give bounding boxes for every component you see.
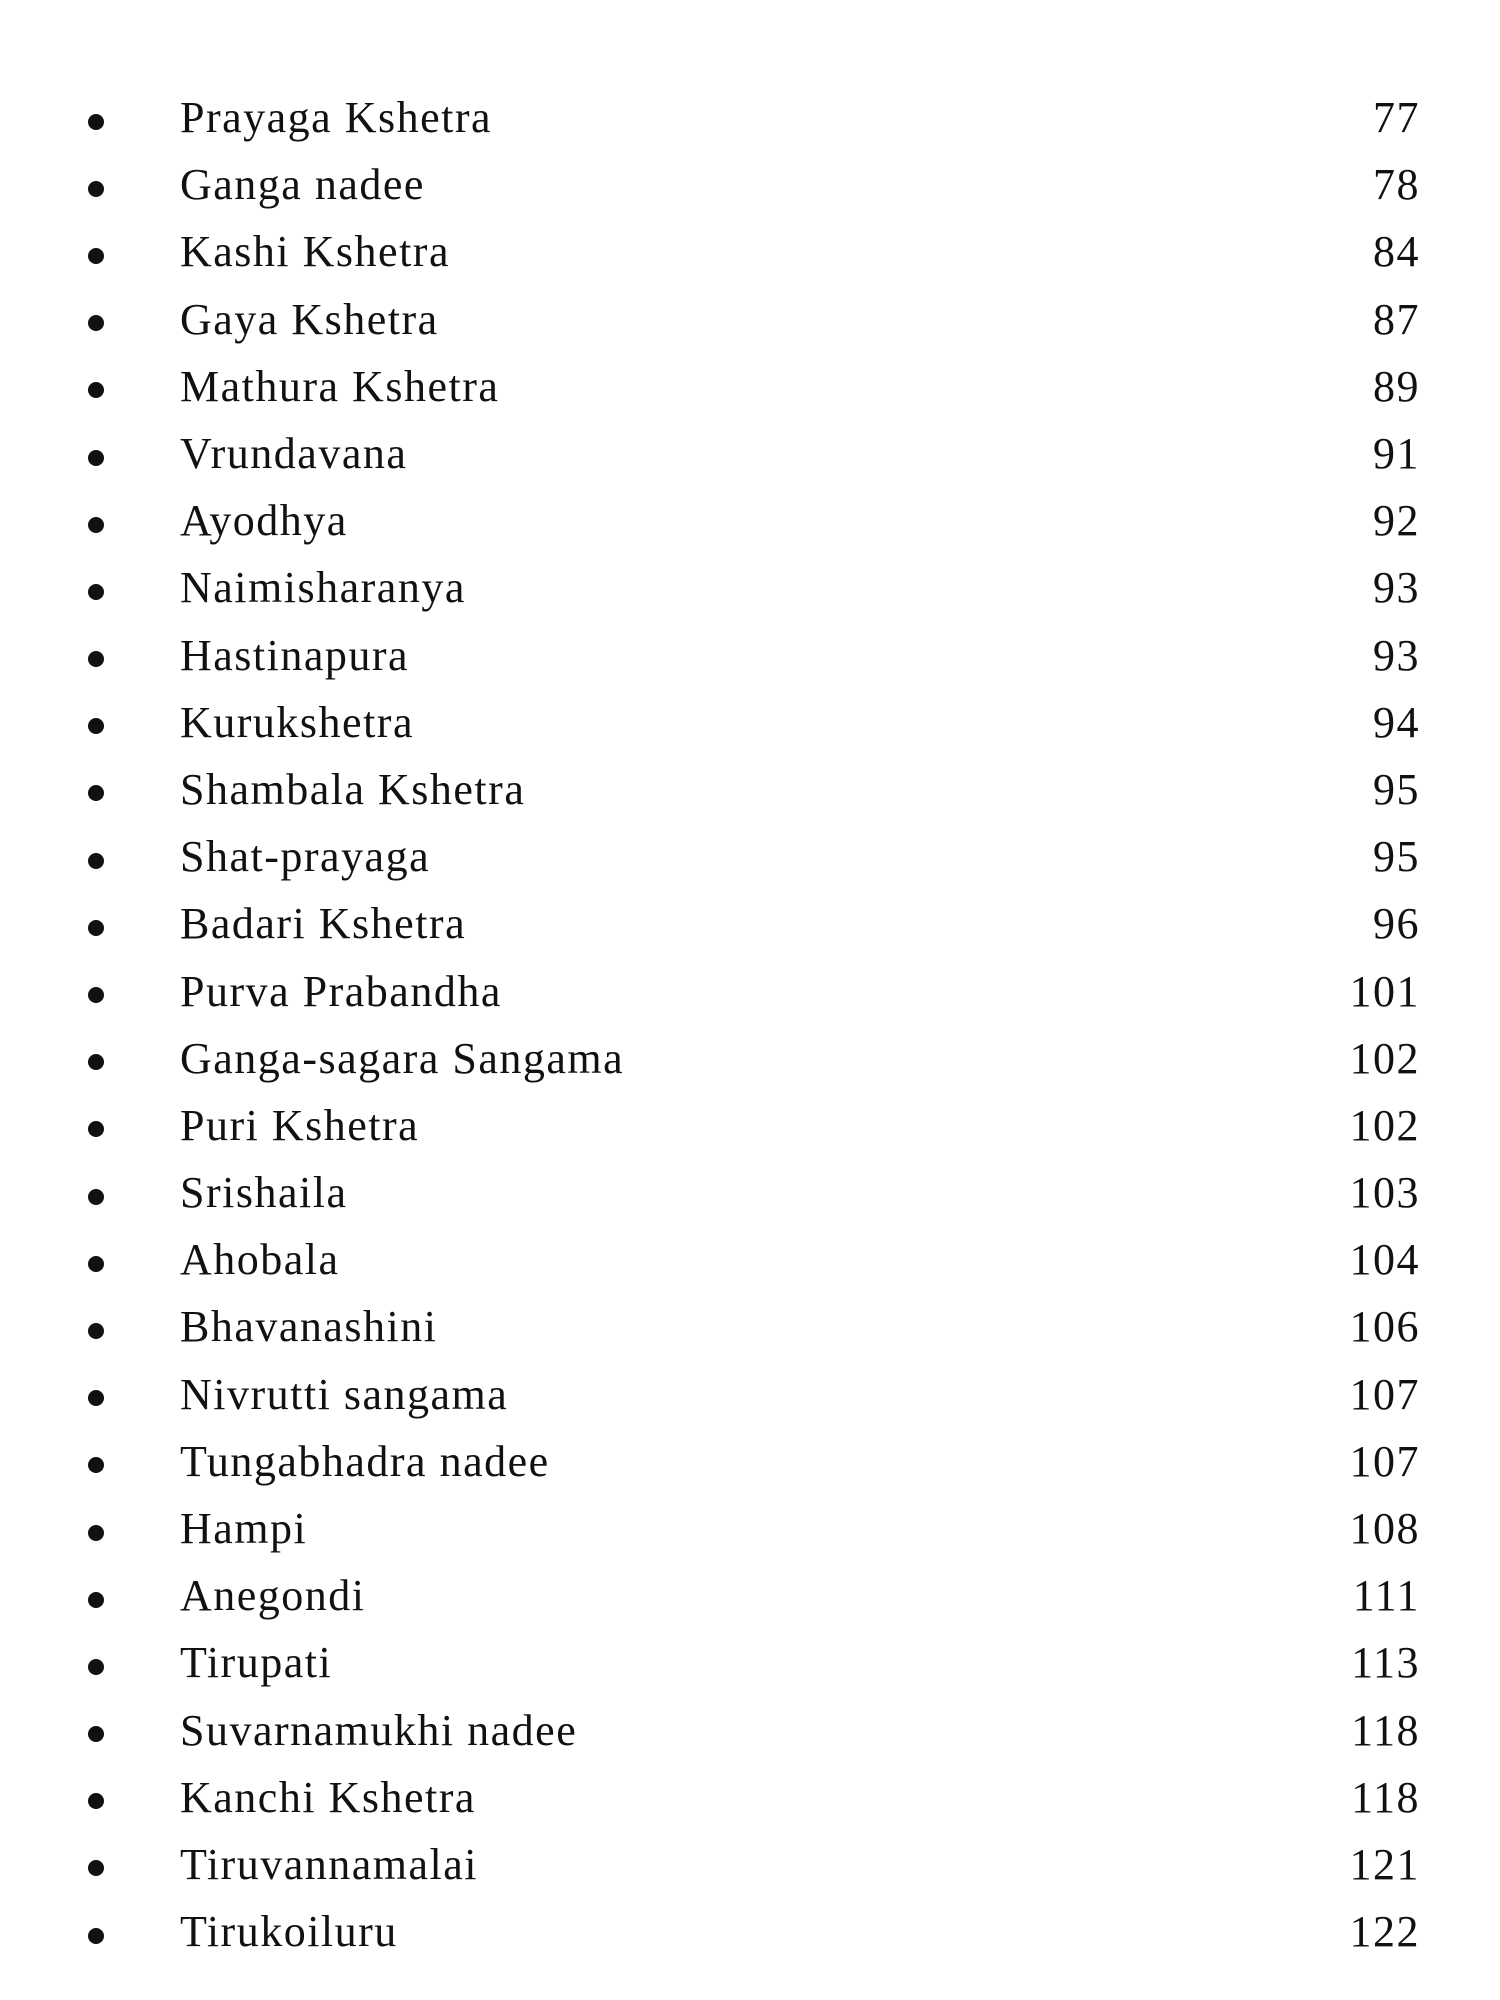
toc-entry-title: Tiruvannamalai bbox=[180, 1839, 478, 1889]
toc-entry-title: Tirukoiluru bbox=[180, 1907, 398, 1957]
table-of-contents bbox=[80, 84, 1420, 1965]
toc-entry-page-number: 104 bbox=[1349, 1235, 1420, 1285]
toc-entry-page-number: 93 bbox=[1373, 630, 1420, 680]
toc-entry-page-number: 84 bbox=[1373, 227, 1420, 277]
toc-entry-page-number: 103 bbox=[1349, 1168, 1420, 1218]
toc-entry-title: Vrundavana bbox=[180, 429, 408, 479]
bullet-icon bbox=[88, 114, 104, 130]
toc-entry-title: Ahobala bbox=[180, 1235, 340, 1285]
bullet-icon bbox=[88, 1390, 104, 1406]
bullet-icon bbox=[88, 853, 104, 869]
toc-entry-title: Kashi Kshetra bbox=[180, 227, 450, 277]
toc-entry bbox=[80, 218, 1420, 285]
bullet-icon bbox=[88, 785, 104, 801]
toc-entry-title: Bhavanashini bbox=[180, 1302, 438, 1352]
bullet-icon bbox=[88, 1592, 104, 1608]
bullet-icon bbox=[88, 1189, 104, 1205]
toc-entry-page-number: 92 bbox=[1373, 496, 1420, 546]
toc-entry bbox=[80, 1629, 1420, 1696]
toc-entry-title: Tungabhadra nadee bbox=[180, 1436, 550, 1486]
toc-entry-title: Anegondi bbox=[180, 1571, 366, 1621]
toc-entry-title: Suvarnamukhi nadee bbox=[180, 1705, 578, 1755]
bullet-icon bbox=[88, 987, 104, 1003]
toc-entry-page-number: 89 bbox=[1373, 361, 1420, 411]
toc-entry-title: Hastinapura bbox=[180, 630, 410, 680]
toc-entry bbox=[80, 1697, 1420, 1764]
bullet-icon bbox=[88, 315, 104, 331]
toc-entry-page-number: 87 bbox=[1373, 294, 1420, 344]
toc-entry-title: Srishaila bbox=[180, 1168, 348, 1218]
toc-entry-page-number: 96 bbox=[1373, 899, 1420, 949]
bullet-icon bbox=[88, 1121, 104, 1137]
bullet-icon bbox=[88, 584, 104, 600]
toc-entry bbox=[80, 1898, 1420, 1965]
toc-entry-page-number: 106 bbox=[1349, 1302, 1420, 1352]
toc-entry bbox=[80, 1831, 1420, 1898]
toc-entry bbox=[80, 554, 1420, 621]
toc-entry-title: Puri Kshetra bbox=[180, 1100, 420, 1150]
toc-entry bbox=[80, 151, 1420, 218]
toc-entry-page-number: 102 bbox=[1349, 1100, 1420, 1150]
bullet-icon bbox=[88, 181, 104, 197]
toc-entry bbox=[80, 420, 1420, 487]
bullet-icon bbox=[88, 718, 104, 734]
bullet-icon bbox=[88, 1054, 104, 1070]
toc-entry-title: Naimisharanya bbox=[180, 563, 466, 613]
toc-entry-title: Nivrutti sangama bbox=[180, 1369, 509, 1419]
toc-entry-page-number: 107 bbox=[1349, 1369, 1420, 1419]
toc-entry-page-number: 91 bbox=[1373, 429, 1420, 479]
toc-entry-page-number: 107 bbox=[1349, 1436, 1420, 1486]
toc-entry bbox=[80, 689, 1420, 756]
toc-entry bbox=[80, 487, 1420, 554]
toc-entry-page-number: 102 bbox=[1349, 1033, 1420, 1083]
toc-entry bbox=[80, 353, 1420, 420]
toc-entry-title: Ganga nadee bbox=[180, 160, 425, 210]
toc-entry-page-number: 113 bbox=[1351, 1638, 1420, 1688]
toc-entry-page-number: 101 bbox=[1349, 966, 1420, 1016]
toc-entry-page-number: 94 bbox=[1373, 697, 1420, 747]
toc-entry bbox=[80, 1226, 1420, 1293]
bullet-icon bbox=[88, 382, 104, 398]
toc-entry-page-number: 77 bbox=[1373, 93, 1420, 143]
bullet-icon bbox=[88, 1525, 104, 1541]
toc-entry-title: Gaya Kshetra bbox=[180, 294, 439, 344]
bullet-icon bbox=[88, 920, 104, 936]
bullet-icon bbox=[88, 651, 104, 667]
bullet-icon bbox=[88, 1793, 104, 1809]
toc-entry bbox=[80, 1092, 1420, 1159]
toc-entry bbox=[80, 622, 1420, 689]
toc-entry-page-number: 111 bbox=[1352, 1571, 1420, 1621]
toc-entry bbox=[80, 1361, 1420, 1428]
toc-entry-title: Ganga-sagara Sangama bbox=[180, 1033, 625, 1083]
bullet-icon bbox=[88, 1256, 104, 1272]
toc-entry-title: Mathura Kshetra bbox=[180, 361, 500, 411]
toc-entry-title: Ayodhya bbox=[180, 496, 348, 546]
bullet-icon bbox=[88, 1860, 104, 1876]
bullet-icon bbox=[88, 1323, 104, 1339]
toc-entry-page-number: 93 bbox=[1373, 563, 1420, 613]
toc-entry-title: Hampi bbox=[180, 1504, 308, 1554]
toc-entry bbox=[80, 1562, 1420, 1629]
toc-entry-title: Kurukshetra bbox=[180, 697, 414, 747]
toc-entry bbox=[80, 1428, 1420, 1495]
toc-entry-page-number: 121 bbox=[1349, 1839, 1420, 1889]
toc-entry bbox=[80, 756, 1420, 823]
toc-entry-title: Purva Prabandha bbox=[180, 966, 502, 1016]
toc-entry bbox=[80, 890, 1420, 957]
toc-entry bbox=[80, 286, 1420, 353]
toc-entry-title: Prayaga Kshetra bbox=[180, 93, 493, 143]
toc-entry-title: Shambala Kshetra bbox=[180, 764, 526, 814]
toc-entry-title: Kanchi Kshetra bbox=[180, 1772, 476, 1822]
toc-entry bbox=[80, 823, 1420, 890]
toc-entry bbox=[80, 1025, 1420, 1092]
toc-entry bbox=[80, 1495, 1420, 1562]
toc-entry bbox=[80, 1293, 1420, 1360]
toc-entry-title: Tirupati bbox=[180, 1638, 333, 1688]
toc-entry bbox=[80, 1764, 1420, 1831]
toc-entry-page-number: 78 bbox=[1373, 160, 1420, 210]
bullet-icon bbox=[88, 248, 104, 264]
toc-entry bbox=[80, 957, 1420, 1024]
bullet-icon bbox=[88, 1928, 104, 1944]
toc-entry bbox=[80, 84, 1420, 151]
bullet-icon bbox=[88, 1726, 104, 1742]
toc-entry-page-number: 118 bbox=[1351, 1772, 1420, 1822]
bullet-icon bbox=[88, 517, 104, 533]
toc-entry bbox=[80, 1159, 1420, 1226]
toc-entry-title: Shat-prayaga bbox=[180, 832, 431, 882]
toc-entry-page-number: 95 bbox=[1373, 832, 1420, 882]
bullet-icon bbox=[88, 1457, 104, 1473]
toc-entry-page-number: 108 bbox=[1349, 1504, 1420, 1554]
toc-entry-page-number: 118 bbox=[1351, 1705, 1420, 1755]
toc-entry-page-number: 122 bbox=[1349, 1907, 1420, 1957]
toc-entry-page-number: 95 bbox=[1373, 764, 1420, 814]
bullet-icon bbox=[88, 450, 104, 466]
toc-entry-title: Badari Kshetra bbox=[180, 899, 467, 949]
bullet-icon bbox=[88, 1659, 104, 1675]
